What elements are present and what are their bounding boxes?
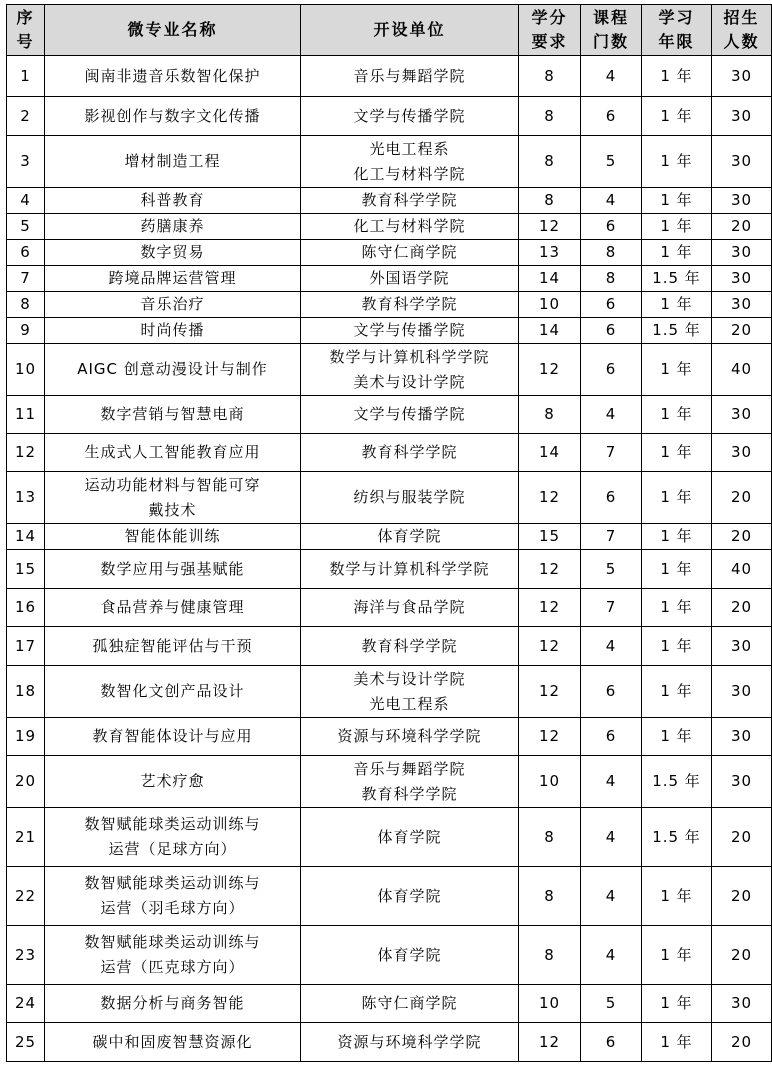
cell-seq: 14 (7, 524, 45, 550)
cell-courses: 5 (581, 550, 642, 589)
cell-enroll: 20 (712, 472, 772, 524)
cell-credits: 14 (519, 318, 581, 344)
cell-unit: 教育科学学院 (301, 292, 519, 318)
cell-courses: 4 (581, 188, 642, 214)
cell-name: 运动功能材料与智能可穿 戴技术 (45, 472, 301, 524)
cell-seq: 12 (7, 434, 45, 472)
table-row (7, 240, 772, 266)
cell-credits: 8 (519, 926, 581, 985)
cell-enroll: 30 (712, 627, 772, 666)
cell-seq: 20 (7, 756, 45, 808)
cell-years: 1 年 (642, 524, 712, 550)
cell-enroll: 20 (712, 867, 772, 926)
cell-credits: 15 (519, 524, 581, 550)
cell-years: 1 年 (642, 589, 712, 627)
table-row (7, 396, 772, 434)
cell-seq: 6 (7, 240, 45, 266)
cell-enroll: 40 (712, 550, 772, 589)
cell-seq: 19 (7, 718, 45, 756)
cell-name: 智能体能训练 (45, 524, 301, 550)
cell-name: 数智赋能球类运动训练与 运营（足球方向） (45, 808, 301, 867)
cell-unit: 资源与环境科学学院 (301, 718, 519, 756)
cell-seq: 8 (7, 292, 45, 318)
cell-seq: 9 (7, 318, 45, 344)
cell-courses: 7 (581, 589, 642, 627)
cell-unit: 陈守仁商学院 (301, 985, 519, 1023)
cell-courses: 6 (581, 214, 642, 240)
cell-credits: 12 (519, 472, 581, 524)
cell-unit: 音乐与舞蹈学院 教育科学学院 (301, 756, 519, 808)
cell-years: 1 年 (642, 718, 712, 756)
cell-seq: 22 (7, 867, 45, 926)
cell-seq: 17 (7, 627, 45, 666)
cell-unit: 纺织与服装学院 (301, 472, 519, 524)
cell-unit: 教育科学学院 (301, 188, 519, 214)
table-row (7, 550, 772, 589)
cell-years: 1 年 (642, 1023, 712, 1062)
cell-credits: 12 (519, 589, 581, 627)
cell-name: 跨境品牌运营管理 (45, 266, 301, 292)
table-row (7, 926, 772, 985)
cell-credits: 12 (519, 550, 581, 589)
cell-name: 影视创作与数字文化传播 (45, 97, 301, 136)
cell-enroll: 20 (712, 524, 772, 550)
micro-major-table (6, 4, 772, 1062)
cell-name: 增材制造工程 (45, 136, 301, 188)
cell-unit: 体育学院 (301, 926, 519, 985)
cell-courses: 6 (581, 1023, 642, 1062)
cell-unit: 文学与传播学院 (301, 97, 519, 136)
cell-enroll: 20 (712, 808, 772, 867)
cell-courses: 4 (581, 56, 642, 97)
cell-credits: 8 (519, 867, 581, 926)
table-row (7, 867, 772, 926)
cell-name: 数字贸易 (45, 240, 301, 266)
cell-unit: 资源与环境科学学院 (301, 1023, 519, 1062)
cell-name: 时尚传播 (45, 318, 301, 344)
cell-credits: 12 (519, 214, 581, 240)
cell-courses: 4 (581, 867, 642, 926)
cell-enroll: 30 (712, 240, 772, 266)
cell-seq: 5 (7, 214, 45, 240)
cell-unit: 文学与传播学院 (301, 396, 519, 434)
table-row (7, 344, 772, 396)
cell-enroll: 20 (712, 589, 772, 627)
cell-seq: 21 (7, 808, 45, 867)
cell-years: 1 年 (642, 56, 712, 97)
cell-name: 教育智能体设计与应用 (45, 718, 301, 756)
table-row (7, 985, 772, 1023)
cell-credits: 10 (519, 756, 581, 808)
cell-credits: 12 (519, 666, 581, 718)
cell-years: 1 年 (642, 188, 712, 214)
cell-enroll: 30 (712, 136, 772, 188)
cell-years: 1 年 (642, 867, 712, 926)
cell-credits: 8 (519, 808, 581, 867)
cell-years: 1 年 (642, 666, 712, 718)
cell-unit: 文学与传播学院 (301, 318, 519, 344)
cell-credits: 14 (519, 434, 581, 472)
cell-seq: 16 (7, 589, 45, 627)
header-enroll: 招生 人数 (712, 5, 772, 56)
cell-courses: 6 (581, 318, 642, 344)
cell-years: 1.5 年 (642, 266, 712, 292)
cell-years: 1 年 (642, 472, 712, 524)
cell-enroll: 30 (712, 266, 772, 292)
cell-years: 1.5 年 (642, 318, 712, 344)
cell-years: 1 年 (642, 985, 712, 1023)
cell-credits: 8 (519, 97, 581, 136)
table-row (7, 188, 772, 214)
cell-unit: 体育学院 (301, 808, 519, 867)
cell-enroll: 40 (712, 344, 772, 396)
cell-credits: 10 (519, 985, 581, 1023)
cell-name: 食品营养与健康管理 (45, 589, 301, 627)
cell-courses: 7 (581, 524, 642, 550)
cell-courses: 6 (581, 292, 642, 318)
cell-name: 数字营销与智慧电商 (45, 396, 301, 434)
cell-name: AIGC 创意动漫设计与制作 (45, 344, 301, 396)
cell-seq: 3 (7, 136, 45, 188)
cell-enroll: 20 (712, 926, 772, 985)
cell-courses: 6 (581, 472, 642, 524)
cell-years: 1 年 (642, 434, 712, 472)
cell-years: 1 年 (642, 627, 712, 666)
cell-enroll: 30 (712, 718, 772, 756)
cell-seq: 23 (7, 926, 45, 985)
cell-unit: 海洋与食品学院 (301, 589, 519, 627)
cell-name: 艺术疗愈 (45, 756, 301, 808)
cell-courses: 4 (581, 396, 642, 434)
table-row (7, 214, 772, 240)
cell-unit: 体育学院 (301, 867, 519, 926)
cell-enroll: 30 (712, 97, 772, 136)
cell-name: 数学应用与强基赋能 (45, 550, 301, 589)
cell-name: 生成式人工智能教育应用 (45, 434, 301, 472)
cell-seq: 10 (7, 344, 45, 396)
table-row (7, 1023, 772, 1062)
cell-years: 1 年 (642, 396, 712, 434)
table-row (7, 666, 772, 718)
cell-years: 1.5 年 (642, 808, 712, 867)
cell-unit: 音乐与舞蹈学院 (301, 56, 519, 97)
cell-courses: 5 (581, 985, 642, 1023)
cell-courses: 4 (581, 627, 642, 666)
cell-name: 孤独症智能评估与干预 (45, 627, 301, 666)
cell-seq: 1 (7, 56, 45, 97)
table-row (7, 524, 772, 550)
cell-years: 1 年 (642, 136, 712, 188)
cell-unit: 数学与计算机科学学院 美术与设计学院 (301, 344, 519, 396)
cell-credits: 8 (519, 396, 581, 434)
header-seq: 序 号 (7, 5, 45, 56)
table-row (7, 627, 772, 666)
cell-seq: 4 (7, 188, 45, 214)
cell-courses: 6 (581, 666, 642, 718)
header-courses: 课程 门数 (581, 5, 642, 56)
cell-years: 1 年 (642, 344, 712, 396)
cell-enroll: 20 (712, 318, 772, 344)
cell-courses: 8 (581, 266, 642, 292)
cell-name: 数智赋能球类运动训练与 运营（匹克球方向） (45, 926, 301, 985)
table-row (7, 136, 772, 188)
cell-seq: 25 (7, 1023, 45, 1062)
header-name: 微专业名称 (45, 5, 301, 56)
cell-unit: 美术与设计学院 光电工程系 (301, 666, 519, 718)
cell-years: 1 年 (642, 240, 712, 266)
cell-courses: 6 (581, 97, 642, 136)
header-years: 学习 年限 (642, 5, 712, 56)
cell-years: 1 年 (642, 550, 712, 589)
table-row (7, 56, 772, 97)
cell-seq: 7 (7, 266, 45, 292)
cell-enroll: 30 (712, 188, 772, 214)
cell-courses: 5 (581, 136, 642, 188)
cell-enroll: 30 (712, 666, 772, 718)
cell-courses: 4 (581, 926, 642, 985)
cell-credits: 12 (519, 718, 581, 756)
cell-name: 闽南非遗音乐数智化保护 (45, 56, 301, 97)
cell-credits: 10 (519, 292, 581, 318)
cell-unit: 外国语学院 (301, 266, 519, 292)
cell-credits: 8 (519, 188, 581, 214)
cell-unit: 陈守仁商学院 (301, 240, 519, 266)
cell-name: 数智化文创产品设计 (45, 666, 301, 718)
cell-years: 1 年 (642, 926, 712, 985)
cell-unit: 体育学院 (301, 524, 519, 550)
cell-credits: 13 (519, 240, 581, 266)
cell-years: 1 年 (642, 292, 712, 318)
cell-unit: 化工与材料学院 (301, 214, 519, 240)
cell-courses: 4 (581, 756, 642, 808)
cell-unit: 光电工程系 化工与材料学院 (301, 136, 519, 188)
cell-years: 1.5 年 (642, 756, 712, 808)
table-row (7, 472, 772, 524)
cell-name: 数智赋能球类运动训练与 运营（羽毛球方向） (45, 867, 301, 926)
cell-unit: 教育科学学院 (301, 434, 519, 472)
table-row (7, 589, 772, 627)
table-row (7, 434, 772, 472)
cell-courses: 6 (581, 344, 642, 396)
cell-name: 药膳康养 (45, 214, 301, 240)
table-row (7, 266, 772, 292)
cell-seq: 13 (7, 472, 45, 524)
table-row (7, 808, 772, 867)
cell-name: 数据分析与商务智能 (45, 985, 301, 1023)
cell-name: 音乐治疗 (45, 292, 301, 318)
cell-enroll: 30 (712, 396, 772, 434)
table-row (7, 292, 772, 318)
cell-credits: 8 (519, 136, 581, 188)
cell-seq: 24 (7, 985, 45, 1023)
cell-seq: 2 (7, 97, 45, 136)
table-row (7, 318, 772, 344)
cell-credits: 12 (519, 1023, 581, 1062)
table-row (7, 718, 772, 756)
cell-credits: 12 (519, 344, 581, 396)
cell-enroll: 20 (712, 1023, 772, 1062)
cell-courses: 8 (581, 240, 642, 266)
cell-courses: 4 (581, 808, 642, 867)
cell-name: 科普教育 (45, 188, 301, 214)
cell-seq: 11 (7, 396, 45, 434)
cell-name: 碳中和固废智慧资源化 (45, 1023, 301, 1062)
cell-years: 1 年 (642, 214, 712, 240)
cell-enroll: 30 (712, 756, 772, 808)
cell-enroll: 20 (712, 214, 772, 240)
table-header-row (7, 5, 772, 56)
cell-seq: 18 (7, 666, 45, 718)
cell-credits: 12 (519, 627, 581, 666)
cell-unit: 数学与计算机科学学院 (301, 550, 519, 589)
cell-enroll: 30 (712, 56, 772, 97)
table-row (7, 756, 772, 808)
header-unit: 开设单位 (301, 5, 519, 56)
cell-unit: 教育科学学院 (301, 627, 519, 666)
cell-courses: 6 (581, 718, 642, 756)
cell-credits: 14 (519, 266, 581, 292)
cell-years: 1 年 (642, 97, 712, 136)
cell-credits: 8 (519, 56, 581, 97)
cell-seq: 15 (7, 550, 45, 589)
cell-enroll: 30 (712, 434, 772, 472)
cell-enroll: 30 (712, 292, 772, 318)
table-body (7, 56, 772, 1062)
cell-courses: 7 (581, 434, 642, 472)
header-credits: 学分 要求 (519, 5, 581, 56)
table-row (7, 97, 772, 136)
cell-enroll: 30 (712, 985, 772, 1023)
